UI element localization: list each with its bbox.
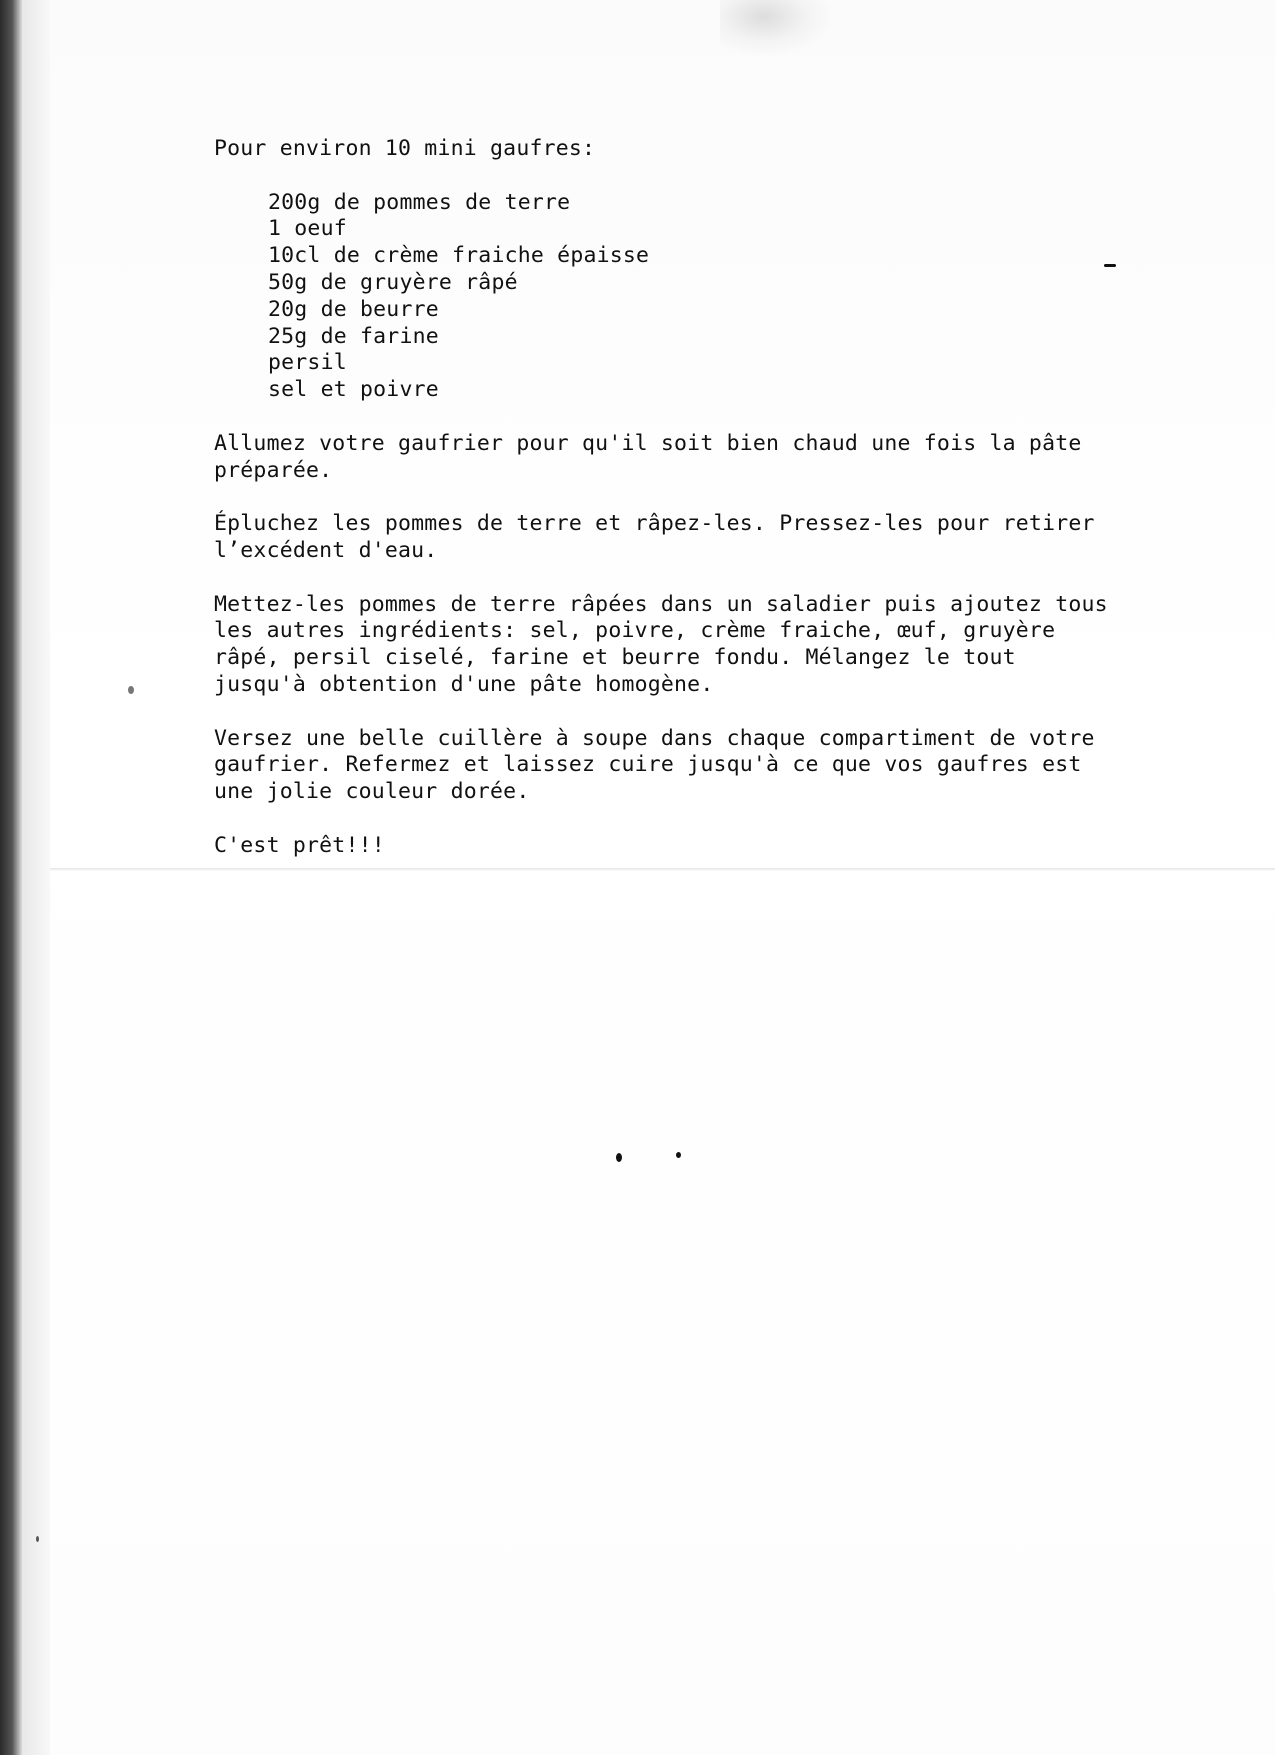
recipe-intro: Pour environ 10 mini gaufres: xyxy=(214,136,596,161)
step-paragraph xyxy=(214,431,1164,485)
step-paragraph xyxy=(214,511,1164,565)
step-line: Épluchez les pommes de terre et râpez-les. Pressez-les pour retirer xyxy=(214,511,1095,537)
ink-speck xyxy=(616,1153,622,1162)
ingredient-item: 200g de pommes de terre xyxy=(268,189,571,215)
step-line: préparée. xyxy=(214,457,333,483)
step-line: Mettez-les pommes de terre râpées dans un saladier puis ajoutez tous xyxy=(214,591,1108,617)
ingredient-item: 50g de gruyère râpé xyxy=(268,269,518,295)
step-line: gaufrier. Refermez et laissez cuire jusqu'à ce que vos gaufres est xyxy=(214,752,1082,778)
ingredient-item: 10cl de crème fraiche épaisse xyxy=(268,243,650,269)
step-paragraph xyxy=(214,726,1164,806)
ink-speck xyxy=(676,1152,681,1158)
ink-speck xyxy=(128,686,134,694)
recipe-text xyxy=(214,136,1164,860)
step-line: Versez une belle cuillère à soupe dans chaque compartiment de votre xyxy=(214,725,1095,751)
scan-edge-shade xyxy=(22,0,50,1755)
paper-crease xyxy=(720,0,830,55)
ingredient-item: 20g de beurre xyxy=(268,296,439,322)
step-line: Allumez votre gaufrier pour qu'il soit bien chaud une fois la pâte xyxy=(214,430,1082,456)
step-line: jusqu'à obtention d'une pâte homogène. xyxy=(214,671,714,697)
ingredient-item: sel et poivre xyxy=(268,377,439,403)
paper-fold-line xyxy=(50,868,1275,871)
recipe-closing: C'est prêt!!! xyxy=(214,832,385,858)
step-line: une jolie couleur dorée. xyxy=(214,779,530,805)
step-paragraph xyxy=(214,592,1164,699)
ingredient-item: persil xyxy=(268,350,347,376)
ingredient-list xyxy=(214,190,1164,404)
ingredient-item: 1 oeuf xyxy=(268,216,347,242)
step-line: l’excédent d'eau. xyxy=(214,537,438,563)
step-line: les autres ingrédients: sel, poivre, crème fraiche, œuf, gruyère xyxy=(214,618,1056,644)
ink-speck xyxy=(36,1536,39,1542)
ingredient-item: 25g de farine xyxy=(268,323,439,349)
scan-left-edge xyxy=(0,0,22,1755)
step-line: râpé, persil ciselé, farine et beurre fondu. Mélangez le tout xyxy=(214,645,1016,671)
